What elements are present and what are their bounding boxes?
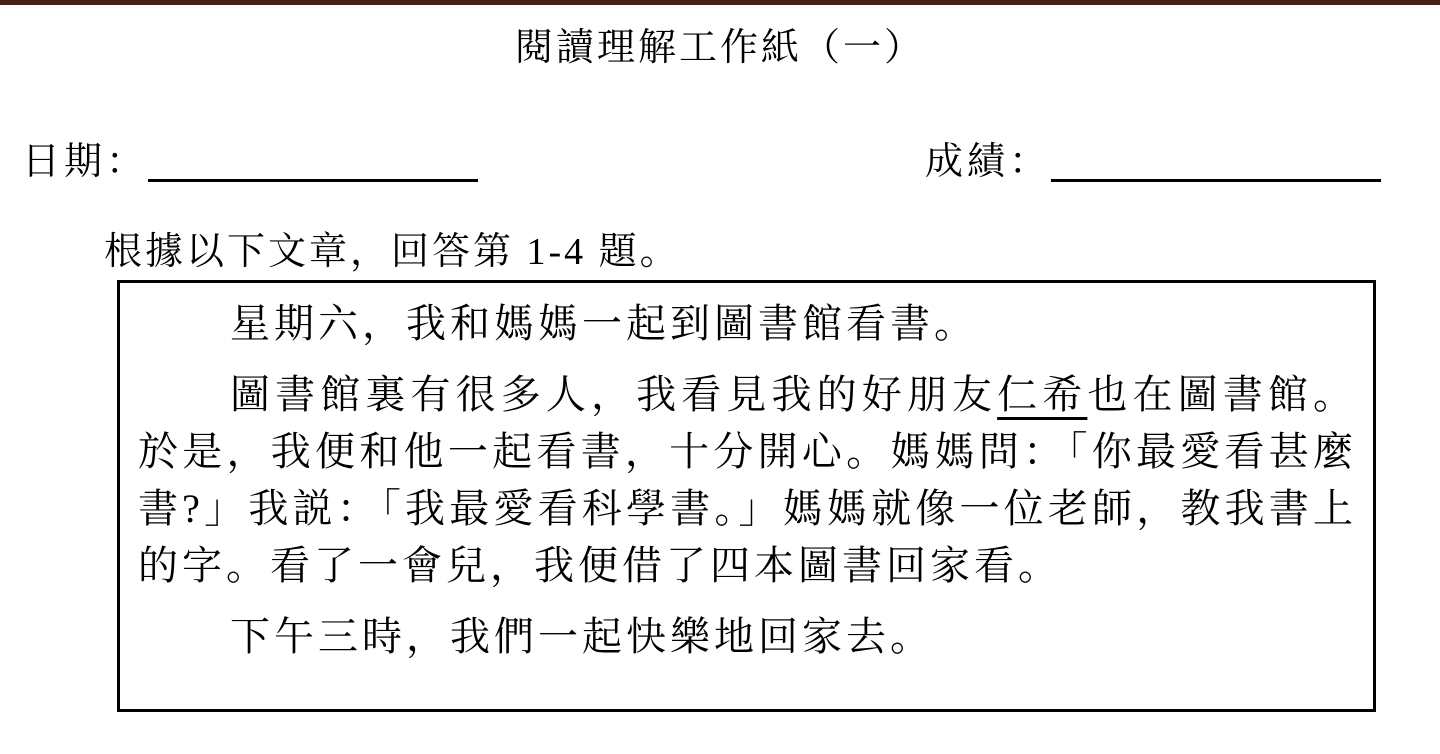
date-field xyxy=(22,130,478,185)
passage-paragraph-1: 星期六，我和媽媽一起到圖書館看書。 xyxy=(230,301,978,346)
score-field xyxy=(925,130,1381,185)
character-name-underlined: 仁希 xyxy=(997,372,1088,417)
date-blank-line xyxy=(148,176,478,182)
paragraph2-text-before-name: 圖書館裏有很多人，我看見我的好朋友 xyxy=(230,372,998,417)
score-label: 成績： xyxy=(925,141,1052,183)
passage-paragraph-3: 下午三時，我們一起快樂地回家去。 xyxy=(230,614,934,659)
top-divider-bar xyxy=(0,0,1440,5)
score-blank-line xyxy=(1051,176,1381,182)
instruction-text: 根據以下文章，回答第 1-4 題。 xyxy=(104,231,681,273)
date-label: 日期： xyxy=(22,141,149,183)
paragraph2-text-after-name: 也在圖書館。於是，我便和他一起看書，十分開心。媽媽問：「你最愛看甚麼書?」我説：「我最愛看科學書。」媽媽就像一位老師，教我書上的字。看了一會兒，我便借了四本圖書回家看。 xyxy=(138,372,1357,588)
worksheet-title: 閱讀理解工作紙（一） xyxy=(514,27,925,69)
passage-box xyxy=(117,280,1376,712)
passage-paragraph-2 xyxy=(138,366,1357,594)
